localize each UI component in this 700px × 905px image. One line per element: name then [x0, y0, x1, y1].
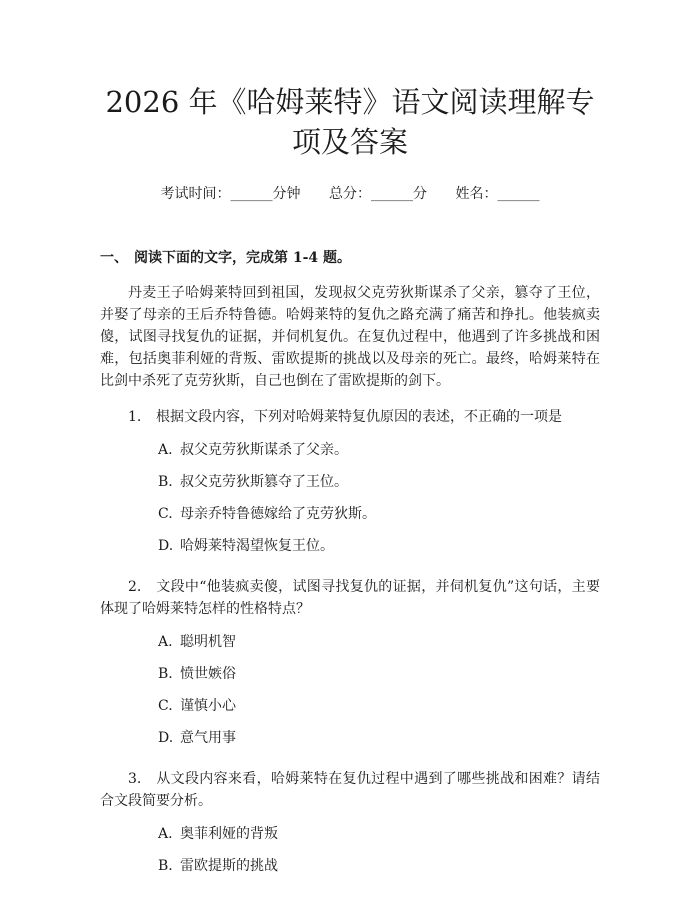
- question-1: [100, 406, 600, 428]
- option-text: 谨慎小心: [180, 698, 236, 714]
- option-text: 叔父克劳狄斯篡夺了王位。: [180, 474, 348, 490]
- option-letter: A.: [158, 826, 173, 842]
- reading-passage: 丹麦王子哈姆莱特回到祖国，发现叔父克劳狄斯谋杀了父亲，篡夺了王位，并娶了母亲的王后乔特鲁德。哈姆莱特的复仇之路充满了痛苦和挣扎。他装疯卖傻，试图寻找复仇的证据，并伺机复仇。在复仇过程中，他遇到了许多挑战和困难，包括奥菲利娅的背叛、雷欧提斯的挑战以及母亲的死亡。最终，哈姆莱特在比剑中杀死了克劳狄斯，自己也倒在了雷欧提斯的剑下。: [100, 285, 600, 389]
- question-2: [100, 576, 600, 620]
- option-a: [100, 434, 600, 466]
- option-c: [100, 498, 600, 530]
- option-letter: C.: [158, 506, 173, 522]
- option-text: 雷欧提斯的挑战: [180, 858, 278, 874]
- question-number: 2.: [128, 579, 142, 595]
- option-text: 意气用事: [180, 730, 236, 746]
- question-text: 根据文段内容，下列对哈姆莱特复仇原因的表述，不正确的一项是: [156, 409, 562, 425]
- question-2-options: [100, 626, 600, 754]
- exam-time-field: 考试时间：______分钟: [160, 186, 301, 202]
- option-text: 母亲乔特鲁德嫁给了克劳狄斯。: [180, 506, 376, 522]
- option-letter: D.: [158, 730, 174, 746]
- section-instruction: 阅读下面的文字，完成第 1-4 题。: [134, 250, 352, 266]
- exam-info: [100, 184, 600, 204]
- student-name-field: 姓名：______: [455, 186, 540, 202]
- question-3: [100, 768, 600, 812]
- option-letter: B.: [158, 474, 173, 490]
- section-heading: [100, 248, 600, 268]
- option-d: [100, 722, 600, 754]
- question-3-options: [100, 818, 600, 882]
- option-text: 愤世嫉俗: [180, 666, 236, 682]
- option-b: [100, 850, 600, 882]
- option-letter: A.: [158, 442, 173, 458]
- question-1-options: [100, 434, 600, 562]
- option-text: 叔父克劳狄斯谋杀了父亲。: [180, 442, 348, 458]
- document-title: 2026 年《哈姆莱特》语文阅读理解专项及答案: [105, 85, 595, 159]
- option-b: [100, 658, 600, 690]
- option-letter: B.: [158, 858, 173, 874]
- option-letter: A.: [158, 634, 173, 650]
- option-letter: C.: [158, 698, 173, 714]
- question-text: 从文段内容来看，哈姆莱特在复仇过程中遇到了哪些挑战和困难？请结合文段简要分析。: [100, 771, 600, 809]
- option-text: 聪明机智: [180, 634, 236, 650]
- option-a: [100, 818, 600, 850]
- option-text: 哈姆莱特渴望恢复王位。: [180, 538, 334, 554]
- option-d: [100, 530, 600, 562]
- question-number: 3.: [128, 771, 142, 787]
- option-letter: D.: [158, 538, 174, 554]
- question-text: 文段中“他装疯卖傻，试图寻找复仇的证据，并伺机复仇”这句话，主要体现了哈姆莱特怎样的性格特点？: [100, 579, 600, 617]
- section-number: 一、: [100, 250, 128, 266]
- question-number: 1.: [128, 409, 142, 425]
- total-score-field: 总分：______分: [329, 186, 427, 202]
- option-a: [100, 626, 600, 658]
- option-letter: B.: [158, 666, 173, 682]
- option-c: [100, 690, 600, 722]
- option-text: 奥菲利娅的背叛: [180, 826, 278, 842]
- option-b: [100, 466, 600, 498]
